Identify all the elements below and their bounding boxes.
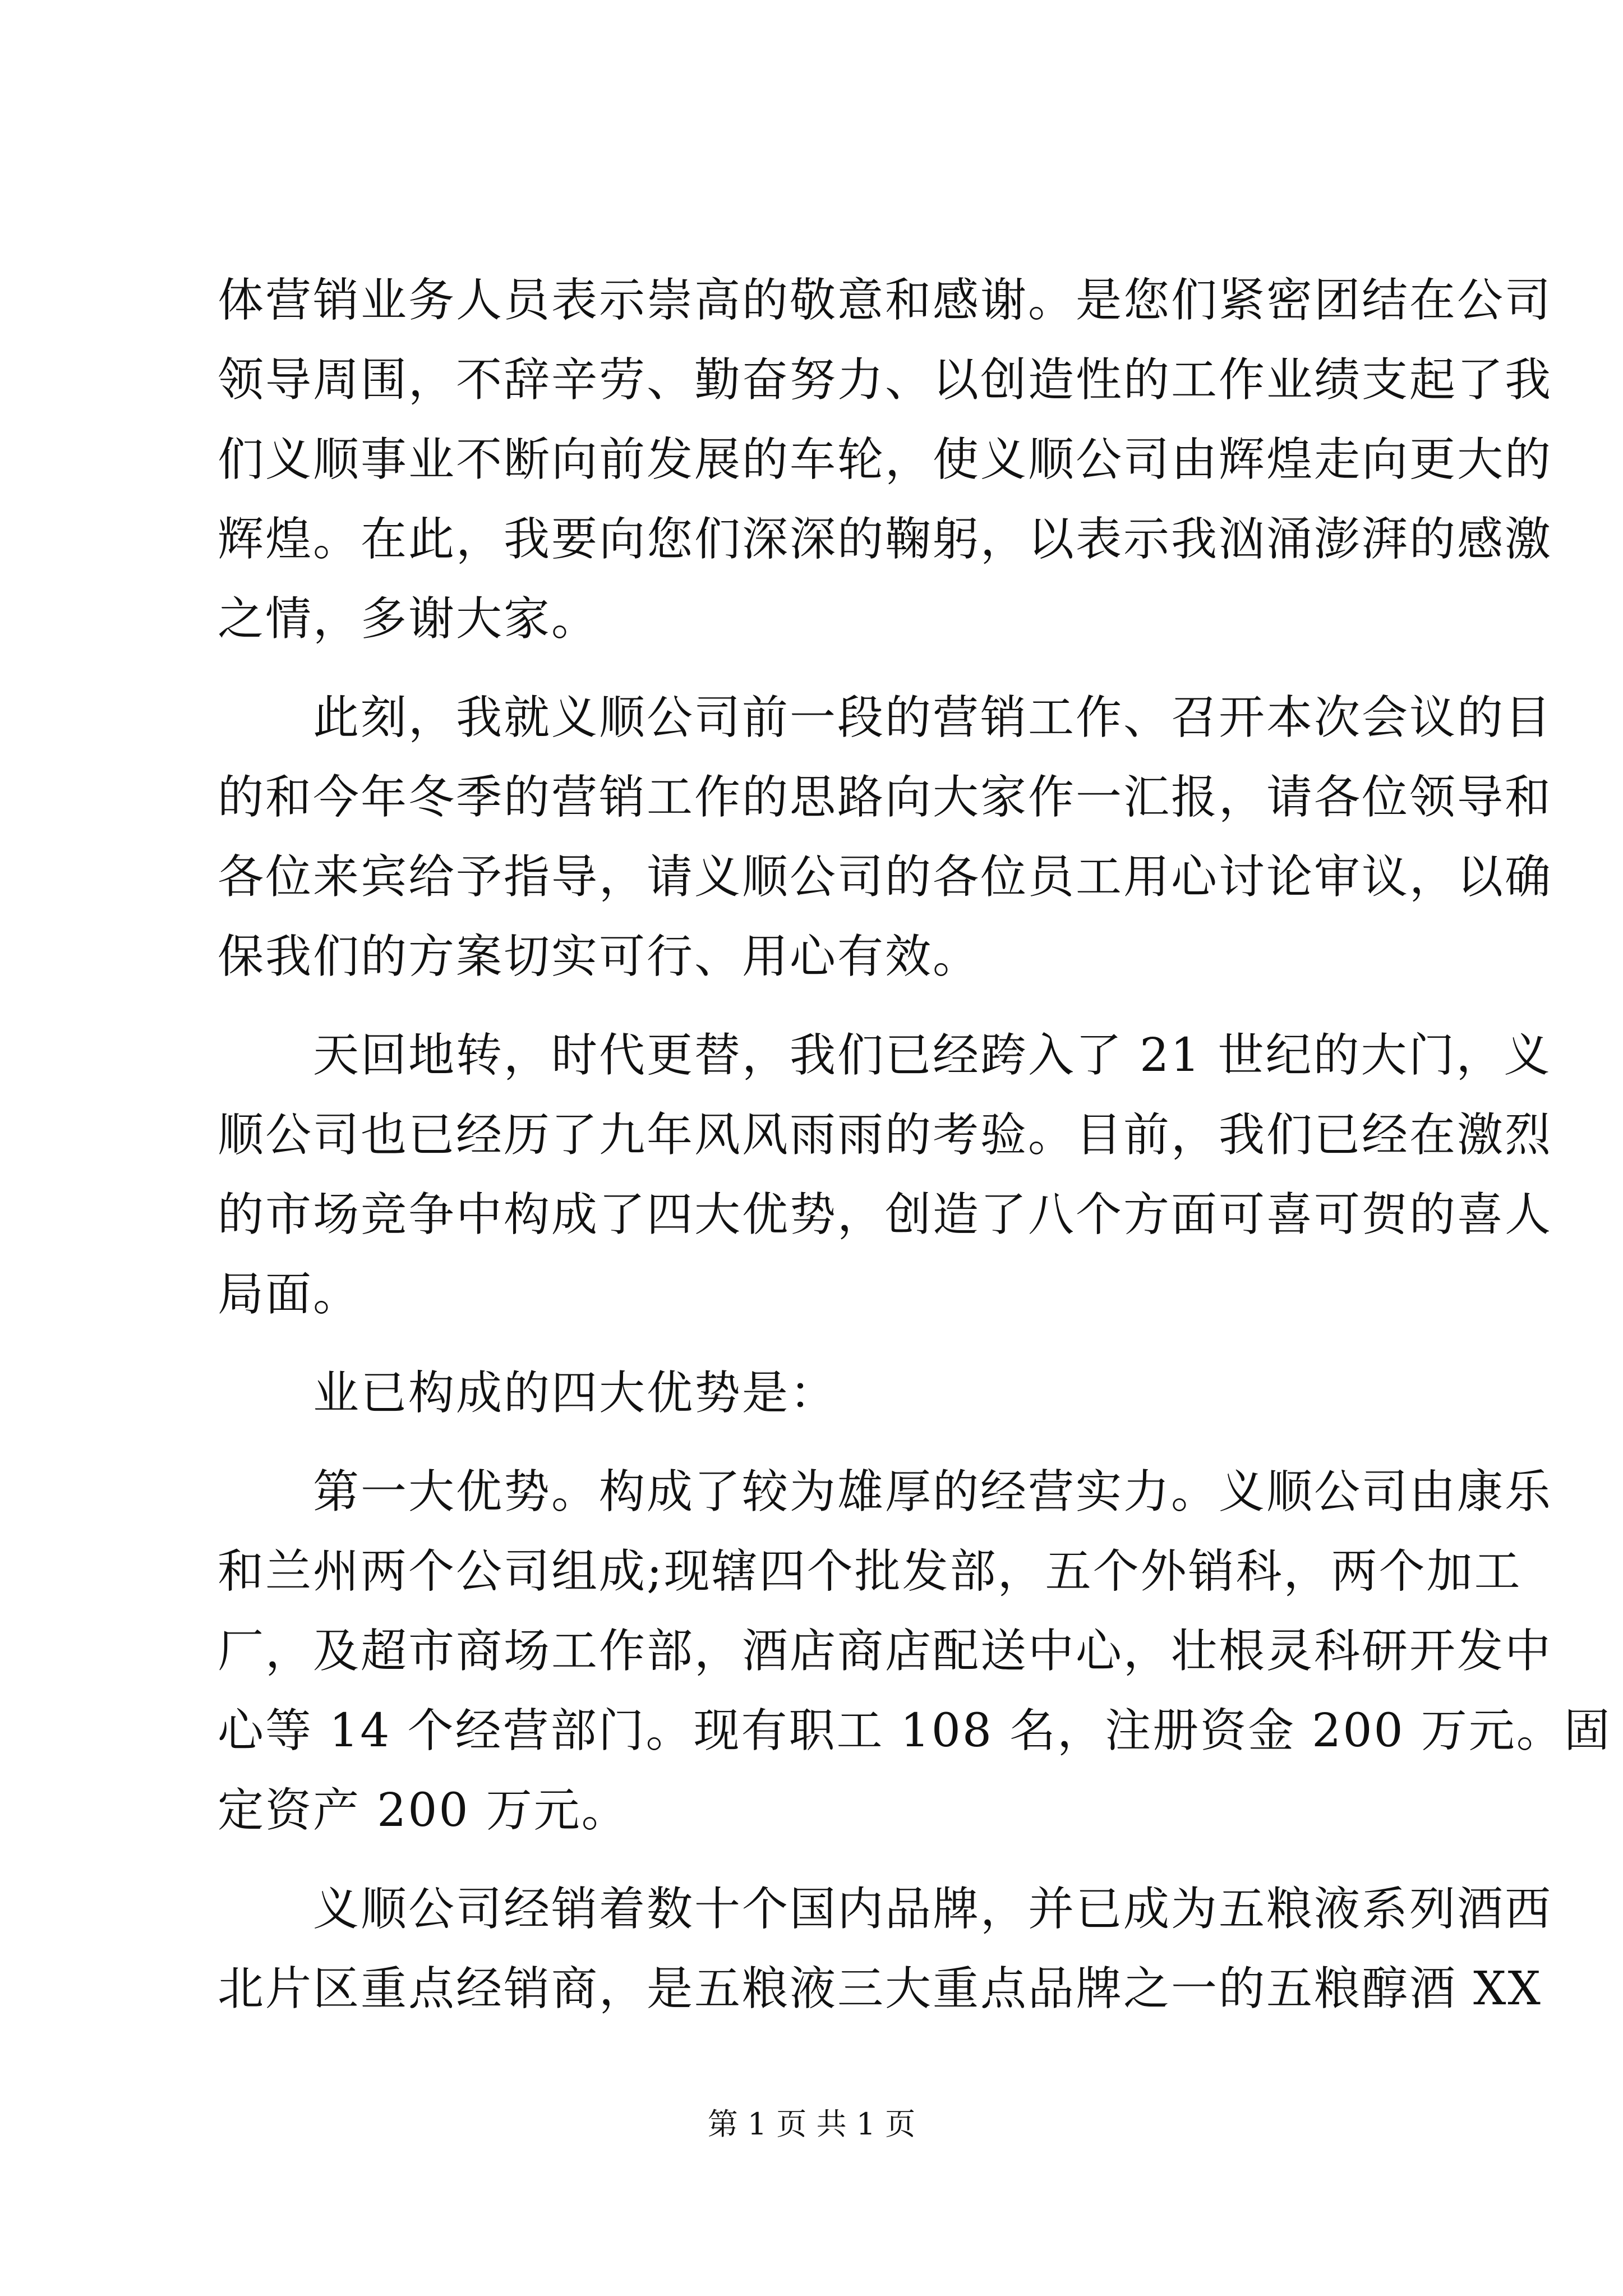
text-line: 此刻，我就义顺公司前一段的营销工作、召开本次会议的目 [218,691,1553,744]
text-line: 保我们的方案切实可行、用心有效。 [218,930,981,983]
text-line: 体营销业务人员表示崇高的敬意和感谢。是您们紧密团结在公司 [218,274,1553,327]
text-line: 辉煌。在此，我要向您们深深的鞠躬，以表示我汹涌澎湃的感激 [218,513,1553,566]
text-line: 之情，多谢大家。 [218,592,600,646]
text-line: 局面。 [218,1268,361,1321]
text-line: 第一大优势。构成了较为雄厚的经营实力。义顺公司由康乐 [218,1465,1553,1519]
text-line: 和兰州两个公司组成;现辖四个批发部，五个外销科，两个加工 [218,1545,1522,1598]
text-line: 心等 14 个经营部门。现有职工 108 名，注册资金 200 万元。固 [218,1704,1612,1757]
page-number-footer: 第 1 页 共 1 页 [707,2106,916,2142]
text-line: 天回地转，时代更替，我们已经跨入了 21 世纪的大门，义 [218,1029,1552,1082]
text-line: 顺公司也已经历了九年风风雨雨的考验。目前，我们已经在激烈 [218,1108,1553,1162]
text-line: 北片区重点经销商，是五粮液三大重点品牌之一的五粮醇酒 XX [218,1962,1542,2016]
text-line: 义顺公司经销着数十个国内品牌，并已成为五粮液系列酒西 [218,1883,1553,1936]
text-line: 的市场竞争中构成了四大优势，创造了八个方面可喜可贺的喜人 [218,1188,1553,1241]
text-line: 各位来宾给予指导，请义顺公司的各位员工用心讨论审议，以确 [218,850,1553,904]
text-line: 们义顺事业不断向前发展的车轮，使义顺公司由辉煌走向更大的 [218,433,1553,486]
text-line: 厂，及超市商场工作部，酒店商店配送中心，壮根灵科研开发中 [218,1625,1553,1678]
text-line: 业已构成的四大优势是： [218,1366,838,1420]
text-line: 定资产 200 万元。 [218,1784,629,1837]
text-line: 领导周围，不辞辛劳、勤奋努力、以创造性的工作业绩支起了我 [218,353,1553,407]
text-line: 的和今年冬季的营销工作的思路向大家作一汇报，请各位领导和 [218,771,1553,824]
